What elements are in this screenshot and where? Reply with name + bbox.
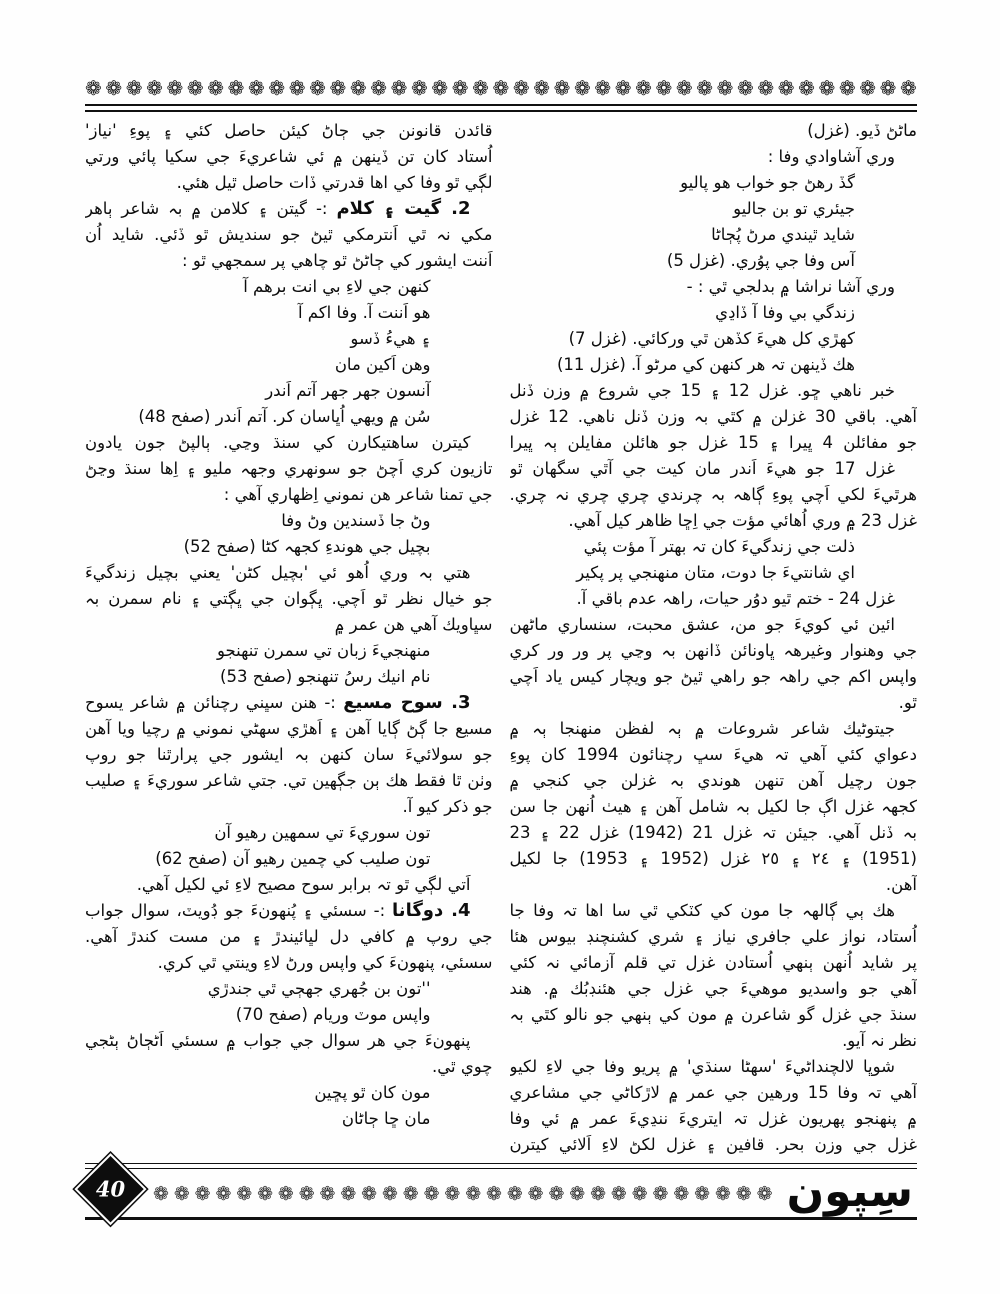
text-line: بچيل جي هوندءِ كجهہ كڻا (صفح 52) bbox=[183, 537, 431, 556]
text-line: زندگي بي وفا آ ڏاڍي bbox=[715, 303, 855, 322]
flower-ornament-icon: ❁ bbox=[757, 76, 775, 100]
text-line: 3. سوح مسيع :- هنن سڀني رچنائن ۾ شاعر يسوح bbox=[85, 692, 471, 713]
text-line: اَتي لڳي ٿو تہ برابر سوح مصيح لاءِ ئي لكيل آهي. bbox=[136, 875, 471, 894]
text-line: وهن اَكين مان bbox=[334, 355, 431, 374]
flower-ornament-icon: ❁ bbox=[610, 1183, 627, 1205]
flower-ornament-icon: ❁ bbox=[390, 76, 408, 100]
flower-ornament-icon: ❁ bbox=[594, 76, 612, 100]
text-line: آهن. bbox=[885, 875, 917, 894]
flower-ornament-icon: ❁ bbox=[756, 1183, 773, 1205]
flower-ornament-icon: ❁ bbox=[472, 76, 489, 100]
text-line: واپس اكم جي راهہ جو راهي ٿيڻ جو ويچار كيس ياد اَچي bbox=[509, 667, 917, 686]
flower-ornament-icon: ❁ bbox=[153, 1183, 169, 1205]
section-heading: 4. دوگانا bbox=[392, 900, 471, 921]
text-line: كيترن ساهتيكارن كي سنڌ وڃي. ٻالپڻ جون يادون bbox=[85, 433, 471, 452]
text-line: سُن ۾ ويهي اُڀاسان كر. آتم اَندر (صفح 48) bbox=[138, 407, 431, 426]
section-heading: 3. سوح مسيع bbox=[343, 692, 471, 713]
text-line: مكي نہ ٿي اَنترمكي ٿيڻ جو سنديش ٿو ڏئي. شايد اُن bbox=[85, 225, 493, 244]
page-footer bbox=[85, 1163, 917, 1220]
flower-ornament-icon: ❁ bbox=[277, 1183, 294, 1205]
text-line: چوي ٿي. bbox=[432, 1057, 493, 1076]
text-line: ''تون بن جُهري جهڄي ٿي جندڙي bbox=[207, 979, 431, 998]
flower-ornament-icon: ❁ bbox=[527, 1183, 544, 1205]
flower-ornament-icon: ❁ bbox=[173, 1183, 190, 1205]
text-line: غزل 17 جو هيءَ اَندر مان كيت جي آٿي سگهان ٿو bbox=[509, 459, 896, 478]
text-line: مان ڇا ڄاڻان bbox=[341, 1109, 431, 1128]
flower-ornament-icon: ❁ bbox=[349, 76, 367, 100]
page-header bbox=[85, 76, 917, 112]
text-line: اَننت ايشور كي ڄاڻڻ ٿو چاهي پر سمجهي ٿو : bbox=[182, 251, 493, 270]
text-line: وري آشاوادي وفا : bbox=[767, 147, 895, 166]
page-number: 40 bbox=[95, 1176, 126, 1202]
text-line: جو مفائلن 4 ڀيرا ۽ 15 غزل جو هائلن مفايلن ٻہ ڀيرا bbox=[509, 433, 917, 452]
text-line: جي روپ ۾ كافي دل لڀائيندڙ ۽ من مست كندڙ آهي. bbox=[85, 927, 493, 946]
flower-ornament-icon: ❁ bbox=[777, 76, 795, 100]
flower-ornament-icon: ❁ bbox=[492, 76, 510, 100]
flower-ornament-icon: ❁ bbox=[85, 76, 102, 100]
flower-ornament-icon: ❁ bbox=[423, 1183, 440, 1205]
text-line: آهي تہ وفا 15 ورهين جي عمر ۾ لاڙكاڻي جي مشاعري bbox=[509, 1083, 917, 1102]
flower-ornament-icon: ❁ bbox=[512, 76, 530, 100]
text-line: اي شانتيءَ جا دوت، متان منهنجي پر پكير bbox=[576, 563, 855, 582]
flower-ornament-icon: ❁ bbox=[381, 1183, 398, 1205]
text-line: قائدن قانونن جي ڄاڻ كيئن حاصل كئي ۽ پوءِ 'نياز' bbox=[85, 121, 493, 140]
text-line: جو ذكر كيو آ. bbox=[402, 797, 493, 816]
text-line: جي وهنوار وغيرهہ ڀاونائن ڏانهن بہ وڃي پر ور ور كري bbox=[509, 641, 917, 660]
flower-ornament-icon: ❁ bbox=[655, 76, 673, 100]
section-heading: 2. گيت ۽ كلام bbox=[336, 198, 471, 219]
flower-ornament-icon: ❁ bbox=[248, 76, 265, 100]
text-line: جي تمنا شاعر هن نموني اِظهاري آهي : bbox=[223, 485, 493, 504]
flower-ornament-icon: ❁ bbox=[186, 76, 204, 100]
text-line: شوڀا لالچنداڻيءَ 'سهڻا سنڌي' ۾ پريو وفا جي لاءِ لكيو bbox=[509, 1057, 895, 1076]
flower-ornament-icon: ❁ bbox=[361, 1183, 378, 1205]
text-body bbox=[85, 118, 917, 1158]
text-line: لڳي ٿو وفا كي اها قدرتي ڏات حاصل ٿيل هئي. bbox=[176, 173, 493, 192]
text-line: هو اَننت آ. وفا اكم آ bbox=[297, 303, 431, 322]
text-line: ائين ئي كويءَ جو من، عشق محبت، سنساري ماڻهن bbox=[509, 615, 895, 634]
text-line: جيئري تو بن جاليو bbox=[733, 199, 855, 218]
flower-ornament-icon: ❁ bbox=[194, 1183, 211, 1205]
text-line: پر شايد اُنهن ٻنهي اُستادن غزل تي قلم آزمائي نہ كئي bbox=[509, 953, 917, 972]
flower-ornament-row-bottom bbox=[153, 1182, 773, 1206]
text-line: خبر ناهي ڇو. غزل 12 ۽ 15 جي شروع ۾ وزن ڏنل bbox=[509, 381, 895, 400]
text-line: جون رچيل آهن تنهن هوندي بہ غزلن جي كنجي ۾ bbox=[509, 771, 917, 790]
text-line: ٿو. bbox=[898, 693, 917, 712]
flower-ornament-icon: ❁ bbox=[714, 1183, 731, 1205]
flower-ornament-icon: ❁ bbox=[569, 1183, 586, 1205]
text-line: كهڙي كل هيءَ كڏهن ٿي وركائي. (غزل 7) bbox=[568, 329, 855, 348]
text-line: جو خيال نظر ٿو اَچي. ڀڳوان جي ڀڳتي ۽ نام سمرن بہ bbox=[85, 589, 493, 608]
text-line: تون صليب كي چمين رهيو آن (صفح 62) bbox=[155, 849, 431, 868]
text-line: بہ ڏنل آهي. جيئن تہ غزل 21 (1942) غزل 22 ۽ 23 bbox=[509, 823, 917, 842]
flower-ornament-icon: ❁ bbox=[465, 1183, 482, 1205]
flower-ornament-icon: ❁ bbox=[859, 76, 877, 100]
text-line: غزل جي وزن بحر. قافين ۽ غزل لكڻ لاءِ اَلائي كيترن bbox=[509, 1135, 917, 1154]
flower-ornament-icon: ❁ bbox=[411, 76, 428, 100]
flower-ornament-icon: ❁ bbox=[288, 76, 306, 100]
text-line: غزل 24 - ختم ٿيو دوُر حيات، راهہ عدم باقي آ. bbox=[576, 589, 895, 608]
footer-band-inner bbox=[85, 1168, 917, 1220]
text-line: آهي. باقي 30 غزلن ۾ كٿي بہ وزن ڏنل ناهي. 12 غزل bbox=[509, 407, 917, 426]
text-line: سڀاويك آهي هن عمر ۾ bbox=[334, 615, 493, 634]
text-line: كنهن جي لاءِ بي انت برهم آ bbox=[243, 277, 431, 296]
flower-ornament-icon: ❁ bbox=[227, 76, 245, 100]
text-line: آنسون جهر جهر آتم اَندر bbox=[265, 381, 431, 400]
flower-ornament-icon: ❁ bbox=[146, 76, 163, 100]
flower-ornament-icon: ❁ bbox=[548, 1183, 565, 1205]
flower-ornament-icon: ❁ bbox=[838, 76, 856, 100]
text-line: غزل 23 ۾ وري اُهائي مؤت جي اِڇا ظاهر كيل آهي. bbox=[568, 511, 917, 530]
text-line: شايد ٿيندي مرڻ پُڄاڻا bbox=[711, 225, 855, 244]
text-line: كجهہ غزل اڳ جا لكيل بہ شامل آهن ۽ هيٺ اُنهن جا سن bbox=[509, 797, 917, 816]
flower-ornament-row-top bbox=[85, 76, 917, 100]
flower-ornament-icon: ❁ bbox=[716, 76, 734, 100]
flower-ornament-icon: ❁ bbox=[402, 1183, 419, 1205]
text-line: نظر نہ آيو. bbox=[842, 1031, 917, 1050]
flower-ornament-icon: ❁ bbox=[590, 1183, 606, 1205]
flower-ornament-icon: ❁ bbox=[652, 1183, 669, 1205]
flower-ornament-icon: ❁ bbox=[737, 76, 754, 100]
text-line: واپس موٽ وريام (صفح 70) bbox=[235, 1005, 431, 1024]
flower-ornament-icon: ❁ bbox=[207, 76, 225, 100]
text-line: منهنجيءَ زبان تي سمرن تنهنجو bbox=[216, 641, 431, 660]
text-line: جيتوڻيك شاعر شروعات ۾ ٻہ لفظن منهنجا ٻہ ۾ bbox=[509, 719, 895, 738]
flower-ornament-icon: ❁ bbox=[553, 76, 571, 100]
text-line: ماڻڻ ڏيو. (غزل) bbox=[807, 121, 917, 140]
flower-ornament-icon: ❁ bbox=[451, 76, 469, 100]
flower-ornament-icon: ❁ bbox=[694, 1183, 711, 1205]
text-line: هتي بہ وري اُهو ئي 'بچيل كڻن' يعني بچيل زندگيءَ bbox=[85, 563, 471, 582]
text-line: (1951) ۽ ٢٤ ۽ ٢٥ غزل (1952 ۽ 1953) جا لكيل bbox=[509, 849, 917, 868]
flower-ornament-icon: ❁ bbox=[574, 76, 591, 100]
flower-ornament-icon: ❁ bbox=[370, 76, 388, 100]
text-line: اُستاد، نواز علي جافري نياز ۽ شري كشنچنڊ بيوس هئا bbox=[509, 927, 917, 946]
text-line: ۽ هيءُ ڏسو bbox=[350, 329, 431, 348]
text-line: هك ڏينهن تہ هر كنهن كي مرڻو آ. (غزل 11) bbox=[556, 355, 855, 374]
flower-ornament-icon: ❁ bbox=[329, 76, 347, 100]
text-line: وري آشا نراشا ۾ بدلجي ٿي : - bbox=[686, 277, 895, 296]
flower-ornament-icon: ❁ bbox=[631, 1183, 648, 1205]
text-line: دعواي كئي آهي تہ هيءَ سڀ رچنائون 1994 كان پوءِ bbox=[509, 745, 917, 764]
flower-ornament-icon: ❁ bbox=[673, 1183, 690, 1205]
text-line: سسئي، پنهونءَ كي واپس ورڻ لاءِ وينتي ٿي كري. bbox=[157, 953, 493, 972]
text-line: پنهونءَ جي هر سوال جي جواب ۾ سسئي اَڻڄاڻ ٻڻجي bbox=[85, 1031, 471, 1050]
flower-ornament-icon: ❁ bbox=[319, 1183, 336, 1205]
flower-ornament-icon: ❁ bbox=[309, 76, 326, 100]
text-line: تازيون كري اَچڻ جو سونهري وجهہ مليو ۽ اِها سنڌ وڃڻ bbox=[85, 459, 493, 478]
text-line: نام انيك رسُ تنهنجو (صفح 53) bbox=[220, 667, 431, 686]
flower-ornament-icon: ❁ bbox=[257, 1183, 273, 1205]
text-line: سنڌ جي غزل گو شاعرن ۾ مون كي ٻنهي جو نالو كٿي بہ bbox=[509, 1005, 917, 1024]
text-line: مون كان ٿو پڇين bbox=[314, 1083, 431, 1102]
flower-ornament-icon: ❁ bbox=[236, 1183, 253, 1205]
flower-ornament-icon: ❁ bbox=[431, 76, 449, 100]
text-line: اُستاد كان تن ڏينهن ۾ ئي شاعريءَ جي سكيا پائي ورتي bbox=[85, 147, 493, 166]
text-line: وڻ جا ڏسندين وڻ وفا bbox=[281, 511, 431, 530]
left-text-column bbox=[85, 118, 493, 1158]
flower-ornament-icon: ❁ bbox=[506, 1183, 523, 1205]
footer-band bbox=[85, 1163, 917, 1220]
text-line: آس وفا جي پوُري. (غزل 5) bbox=[666, 251, 855, 270]
flower-ornament-icon: ❁ bbox=[340, 1183, 357, 1205]
flower-ornament-icon: ❁ bbox=[735, 1183, 752, 1205]
text-line: تون سوريءَ تي سمهين رهيو آن bbox=[214, 823, 431, 842]
text-line: 4. دوگانا :- سسئي ۽ پُنهونءَ جو ڊُويٽ، سوال جواب bbox=[85, 900, 471, 921]
text-line: مسيع جا ڳڻ ڳايا آهن ۽ اَهڙي سهڻي نموني ۾ رچيا ويا آهن bbox=[85, 719, 493, 738]
text-line: ۾ پنهنجو پهريون غزل تہ ايتريءَ ننڍيءَ عمر ۾ ئي وفا bbox=[509, 1109, 917, 1128]
magazine-logo: سِپون bbox=[786, 1166, 913, 1217]
text-line: هك ٻي ڳالهہ جا مون كي كٽكي ٿي سا اها تہ وفا جا bbox=[509, 901, 895, 920]
flower-ornament-icon: ❁ bbox=[798, 76, 815, 100]
right-text-column bbox=[510, 118, 918, 1158]
flower-ornament-icon: ❁ bbox=[818, 76, 836, 100]
text-line: آهي جو واسديو موهيءَ جي غزل جي هئنڊبُك ۾. هند bbox=[509, 979, 917, 998]
flower-ornament-icon: ❁ bbox=[635, 76, 652, 100]
flower-ornament-icon: ❁ bbox=[298, 1183, 315, 1205]
flower-ornament-icon: ❁ bbox=[215, 1183, 232, 1205]
flower-ornament-icon: ❁ bbox=[105, 76, 123, 100]
text-line: جو سولائيءَ سان كنهن بہ ايشور جي پرارٿنا جو روپ bbox=[85, 745, 493, 764]
text-line: ذلت جي زندگيءَ كان تہ بهتر آ مؤت پئي bbox=[583, 537, 855, 556]
flower-ornament-icon: ❁ bbox=[879, 76, 897, 100]
flower-ornament-icon: ❁ bbox=[125, 76, 143, 100]
text-line: وٺن ٿا فقط هك ٻن جڳهين تي. جتي شاعر سوريءَ ۽ صليب bbox=[85, 771, 493, 790]
flower-ornament-icon: ❁ bbox=[268, 76, 286, 100]
flower-ornament-icon: ❁ bbox=[486, 1183, 502, 1205]
flower-ornament-icon: ❁ bbox=[900, 76, 917, 100]
flower-ornament-icon: ❁ bbox=[696, 76, 714, 100]
flower-ornament-icon: ❁ bbox=[166, 76, 184, 100]
flower-ornament-icon: ❁ bbox=[675, 76, 693, 100]
flower-ornament-icon: ❁ bbox=[614, 76, 632, 100]
text-line: 2. گيت ۽ كلام :- گيتن ۽ كلامن ۾ بہ شاعر ٻاهر bbox=[85, 198, 471, 219]
text-line: گڏ رهڻ جو خواب هو پاليو bbox=[680, 173, 855, 192]
text-line: هرٿيءَ لكي اَچي پوءِ ڳاهہ بہ چرندي چري چري نہ چري. bbox=[509, 485, 917, 504]
flower-ornament-icon: ❁ bbox=[533, 76, 551, 100]
page-number-badge bbox=[77, 1156, 143, 1222]
flower-ornament-icon: ❁ bbox=[444, 1183, 461, 1205]
header-rule bbox=[85, 104, 917, 112]
